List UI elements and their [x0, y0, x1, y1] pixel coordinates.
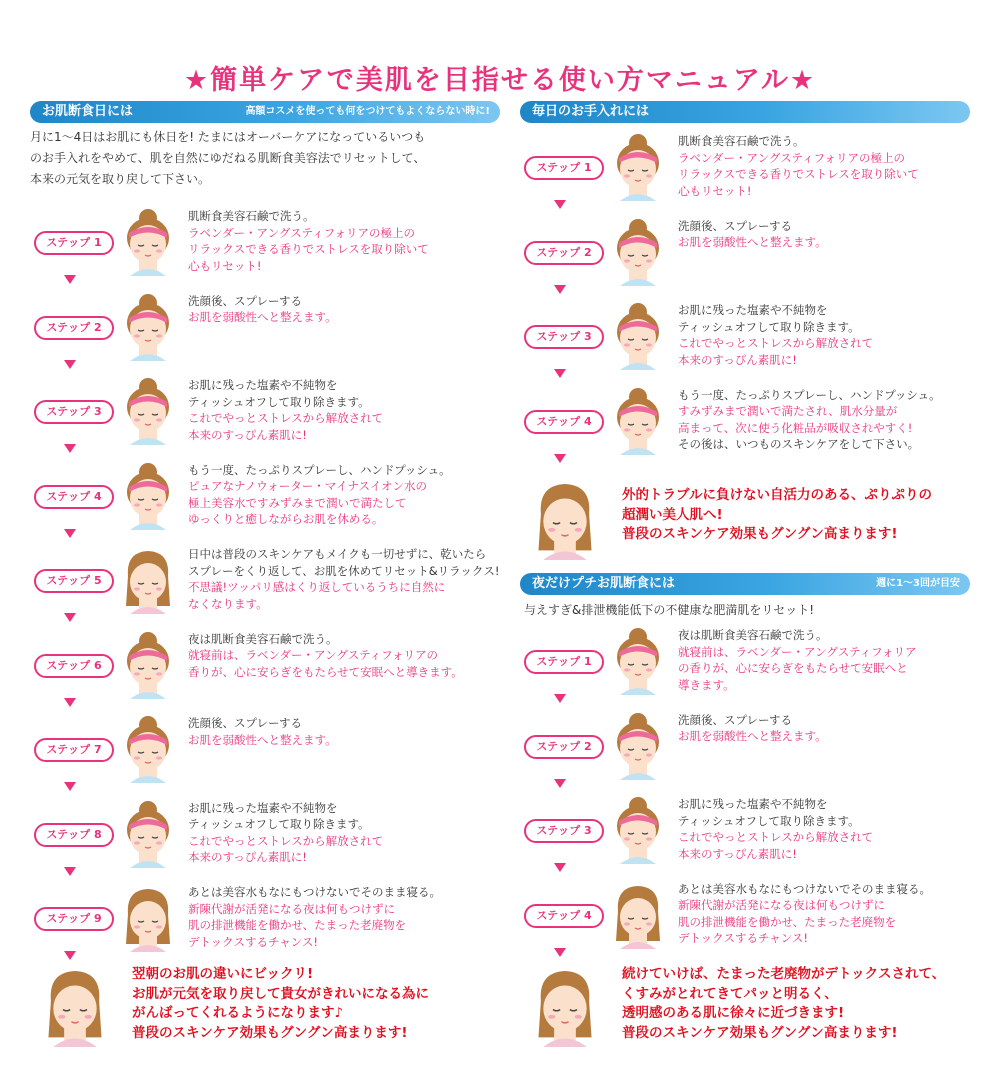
step-badge: ステップ 3	[34, 400, 114, 424]
step-row	[30, 546, 500, 626]
step-text-highlight: これでやっとストレスから解放されて	[188, 833, 384, 848]
down-arrow-icon	[64, 613, 76, 622]
step-badge: ステップ 1	[34, 231, 114, 255]
step-badge: ステップ 2	[524, 735, 604, 759]
step-row	[520, 387, 990, 467]
step-text-highlight: リラックスできる香りでストレスを取り除いて	[678, 167, 919, 181]
step-text-highlight: ラベンダー・アングスティフォリアの極上の	[188, 225, 416, 240]
final-line: くすみがとれてきてパッと明るく、	[622, 985, 838, 1002]
step-text-highlight: の香りが、心に安らぎをもたらせて安眠へと	[678, 661, 908, 675]
right-banner-2	[520, 573, 970, 595]
step-text-highlight: ラベンダー・アングスティフォリアの極上の	[678, 150, 906, 165]
down-arrow-icon	[64, 444, 76, 453]
step-badge: ステップ 2	[34, 316, 114, 340]
right-banner2-note: 週に1〜3回が目安	[876, 578, 960, 589]
step-row	[30, 631, 500, 711]
down-arrow-icon	[64, 529, 76, 538]
step-text-line: 夜は肌断食美容石鹸で洗う。	[188, 631, 338, 646]
down-arrow-icon	[554, 454, 566, 463]
step-text-highlight: これでやっとストレスから解放されて	[678, 830, 874, 844]
intro-line: のお手入れをやめて、肌を自然にゆだねる肌断食美容法でリセットして、	[30, 151, 426, 165]
step-row	[520, 881, 990, 961]
woman-face-icon	[612, 133, 664, 201]
step-text	[678, 133, 993, 199]
down-arrow-icon	[554, 948, 566, 957]
step-text	[188, 293, 503, 326]
step-text-line: もう一度、たっぷりスプレーし、ハンドプッシュ。	[678, 387, 941, 402]
woman-face-icon	[612, 302, 664, 370]
step-text-highlight: 心もリセット!	[678, 183, 752, 198]
left-banner-title: お肌断食日には	[42, 104, 134, 119]
step-row	[520, 302, 990, 382]
step-text	[188, 546, 503, 612]
woman-face-icon	[612, 627, 664, 695]
woman-smiling-icon	[530, 965, 600, 1047]
step-row	[520, 627, 990, 707]
right-final-2	[530, 965, 1000, 1065]
step-text-highlight: ピュアなナノウォーター・マイナスイオン水の	[188, 479, 427, 493]
woman-face-icon	[612, 218, 664, 286]
step-text	[678, 881, 993, 947]
step-text	[188, 377, 503, 443]
right-column	[520, 0, 990, 1087]
step-text-highlight: 導きます。	[678, 677, 735, 692]
down-arrow-icon	[554, 285, 566, 294]
step-text-line: お肌に残った塩素や不純物を	[188, 378, 338, 392]
step-text-line: もう一度、たっぷりスプレーし、ハンドプッシュ。	[188, 462, 451, 477]
step-badge: ステップ 2	[524, 241, 604, 265]
woman-face-icon	[612, 796, 664, 864]
woman-face-icon	[122, 800, 174, 868]
step-text	[188, 715, 503, 748]
step-badge: ステップ 7	[34, 738, 114, 762]
step-badge: ステップ 1	[524, 156, 604, 180]
step-badge: ステップ 5	[34, 569, 114, 593]
step-text-highlight: 極上美容水ですみずみまで潤いで満たして	[188, 495, 407, 510]
final-line: 外的トラブルに負けない自活力のある、ぷりぷりの	[622, 487, 932, 503]
step-text-highlight: 本来のすっぴん素肌に!	[678, 846, 797, 861]
step-badge: ステップ 4	[524, 904, 604, 928]
woman-smiling-icon	[40, 965, 110, 1047]
step-text-highlight: お肌を弱酸性へと整えます。	[678, 729, 827, 743]
step-text-highlight: リラックスできる香りでストレスを取り除いて	[188, 242, 429, 256]
step-text-highlight: 就寝前は、ラベンダー・アングスティフォリア	[678, 644, 917, 659]
left-banner	[30, 101, 500, 123]
down-arrow-icon	[64, 867, 76, 876]
step-text-line: お肌に残った塩素や不純物を	[188, 800, 338, 815]
step-text-line: 洗顔後、スプレーする	[188, 293, 302, 308]
step-text-highlight: 本来のすっぴん素肌に!	[678, 352, 797, 367]
woman-face-icon	[122, 715, 174, 783]
final-line: 翌朝のお肌の違いにビックリ!	[132, 966, 314, 982]
down-arrow-icon	[64, 275, 76, 284]
step-badge: ステップ 3	[524, 819, 604, 843]
final-line: 超潤い美人肌へ!	[622, 506, 723, 523]
final-line: がんばってくれるようになります♪	[132, 1005, 344, 1021]
left-final	[40, 965, 510, 1065]
step-text-highlight: 肌の排泄機能を働かせ、たまった老廃物を	[678, 914, 897, 929]
step-text-highlight: ゆっくりと癒しながらお肌を休める。	[188, 512, 384, 526]
step-text-highlight: 新陳代謝が活発になる夜は何もつけずに	[678, 898, 885, 912]
step-text-line: スプレーをくり返して、お肌を休めてリセット&リラックス!	[188, 563, 500, 578]
step-text-line: 夜は肌断食美容石鹸で洗う。	[678, 628, 828, 642]
step-text	[188, 462, 503, 528]
step-text-line: 洗顔後、スプレーする	[678, 218, 792, 233]
step-row	[520, 796, 990, 876]
step-text-line: その後は、いつものスキンケアをして下さい。	[678, 437, 920, 451]
intro-line: 本来の元気を取り戻して下さい。	[30, 172, 211, 186]
step-row	[520, 218, 990, 298]
step-text-highlight: これでやっとストレスから解放されて	[188, 411, 384, 425]
down-arrow-icon	[554, 369, 566, 378]
step-text	[188, 208, 503, 274]
down-arrow-icon	[554, 694, 566, 703]
step-badge: ステップ 3	[524, 325, 604, 349]
woman-face-icon	[612, 712, 664, 780]
step-text-line: ティッシュオフして取り除きます。	[678, 319, 860, 334]
step-text-line: 日中は普段のスキンケアもメイクも一切せずに、乾いたら	[188, 547, 487, 561]
down-arrow-icon	[554, 200, 566, 209]
step-text-line: ティッシュオフして取り除きます。	[678, 813, 860, 828]
final-line: お肌が元気を取り戻して貴女がきれいになる為に	[132, 985, 429, 1002]
down-arrow-icon	[64, 698, 76, 707]
down-arrow-icon	[554, 863, 566, 872]
step-text-highlight: すみずみまで潤いで満たされ、肌水分量が	[678, 404, 898, 418]
step-text-highlight: お肌を弱酸性へと整えます。	[188, 732, 337, 747]
step-text-line: ティッシュオフして取り除きます。	[188, 394, 370, 409]
step-row	[30, 715, 500, 795]
step-text-highlight: これでやっとストレスから解放されて	[678, 336, 874, 350]
woman-face-icon	[122, 631, 174, 699]
step-text-line: 肌断食美容石鹸で洗う。	[188, 209, 315, 223]
left-column	[30, 0, 500, 1087]
step-text-highlight: 高まって、次に使う化粧品が吸収されやすく!	[678, 420, 913, 435]
woman-face-icon	[122, 546, 174, 614]
left-intro	[30, 127, 500, 190]
right-final-text	[622, 486, 1000, 545]
step-badge: ステップ 1	[524, 650, 604, 674]
final-line: 普段のスキンケア効果もグングン高まります!	[622, 526, 898, 542]
step-text	[678, 218, 993, 251]
step-text-highlight: 肌の排泄機能を働かせ、たまった老廃物を	[188, 918, 407, 932]
step-row	[30, 293, 500, 373]
step-text-line: 洗顔後、スプレーする	[188, 716, 302, 730]
right-banner	[520, 101, 970, 123]
step-text-highlight: 本来のすっぴん素肌に!	[188, 427, 307, 442]
step-text-line: 肌断食美容石鹸で洗う。	[678, 134, 805, 148]
woman-face-icon	[122, 884, 174, 952]
step-text-highlight: お肌を弱酸性へと整えます。	[188, 310, 337, 324]
right-banner-title: 毎日のお手入れには	[532, 104, 650, 119]
step-badge: ステップ 4	[524, 410, 604, 434]
final-line: 普段のスキンケア効果もグングン高まります!	[132, 1024, 408, 1041]
step-text-highlight: 本来のすっぴん素肌に!	[188, 850, 307, 864]
step-text	[188, 800, 503, 866]
step-text	[678, 387, 993, 453]
step-text	[678, 627, 993, 693]
step-text-line: 洗顔後、スプレーする	[678, 712, 792, 727]
step-row	[30, 462, 500, 542]
step-row	[520, 133, 990, 213]
step-row	[30, 884, 500, 964]
right-final2-text	[622, 965, 1000, 1043]
woman-face-icon	[612, 387, 664, 455]
step-badge: ステップ 8	[34, 823, 114, 847]
left-final-text	[132, 965, 512, 1043]
step-text-line: お肌に残った塩素や不純物を	[678, 797, 828, 811]
page-title: ★簡単ケアで美肌を目指せる使い方マニュアル★	[183, 65, 817, 96]
right-intro-2: 与えすぎ&排泄機能低下の不健康な肥満肌をリセット!	[524, 603, 815, 617]
woman-face-icon	[612, 881, 664, 949]
step-text-line: あとは美容水もなにもつけないでそのまま寝る。	[188, 885, 441, 899]
step-text	[188, 631, 503, 681]
step-text	[188, 884, 503, 950]
step-text-highlight: デトックスするチャンス!	[678, 931, 808, 945]
final-line: 透明感のある肌に徐々に近づきます!	[622, 1005, 845, 1021]
step-text-highlight: 香りが、心に安らぎをもたらせて安眠へと導きます。	[188, 664, 463, 679]
step-text	[678, 302, 993, 368]
final-line: 普段のスキンケア効果もグングン高まります!	[622, 1024, 898, 1041]
step-badge: ステップ 4	[34, 485, 114, 509]
intro-line: 月に1〜4日はお肌にも休日を! たまにはオーバーケアになっているいつも	[30, 130, 426, 144]
step-badge: ステップ 6	[34, 654, 114, 678]
step-row	[30, 800, 500, 880]
step-text-highlight: 就寝前は、ラベンダー・アングスティフォリアの	[188, 648, 439, 662]
step-text-highlight: 新陳代謝が活発になる夜は何もつけずに	[188, 901, 395, 916]
right-banner2-title: 夜だけプチお肌断食には	[532, 576, 676, 591]
step-row	[520, 712, 990, 792]
step-text-line: あとは美容水もなにもつけないでそのまま寝る。	[678, 881, 931, 896]
woman-face-icon	[122, 462, 174, 530]
step-text-highlight: 不思議!ツッパリ感はくり返しているうちに自然に	[188, 580, 446, 594]
step-text-line: お肌に残った塩素や不純物を	[678, 303, 828, 317]
step-text-line: ティッシュオフして取り除きます。	[188, 817, 370, 831]
woman-smiling-icon	[530, 478, 600, 560]
step-text-highlight: なくなります。	[188, 596, 268, 611]
step-badge: ステップ 9	[34, 907, 114, 931]
step-text-highlight: お肌を弱酸性へと整えます。	[678, 235, 827, 249]
step-text-highlight: デトックスするチャンス!	[188, 934, 318, 949]
woman-face-icon	[122, 377, 174, 445]
woman-face-icon	[122, 293, 174, 361]
final-line: 続けていけば、たまった老廃物がデトックスされて、	[622, 966, 946, 982]
down-arrow-icon	[64, 360, 76, 369]
right-final	[530, 478, 1000, 558]
down-arrow-icon	[64, 951, 76, 960]
step-row	[30, 377, 500, 457]
step-text	[678, 712, 993, 745]
step-row	[30, 208, 500, 288]
woman-face-icon	[122, 208, 174, 276]
step-text-highlight: 心もリセット!	[188, 258, 262, 273]
down-arrow-icon	[554, 779, 566, 788]
down-arrow-icon	[64, 782, 76, 791]
left-banner-note: 高額コスメを使っても何をつけてもよくならない時に!	[245, 106, 490, 117]
step-text	[678, 796, 993, 862]
